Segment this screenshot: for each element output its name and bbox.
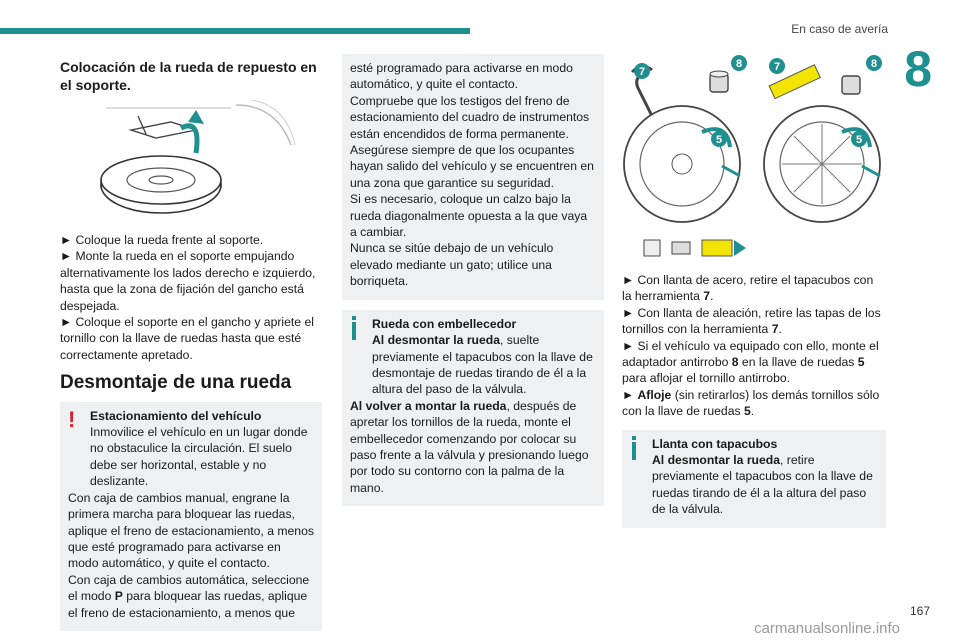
info-2-bold: Al desmontar la rueda (652, 453, 781, 468)
col3-step-4 (622, 387, 886, 420)
continued-line-4: Si es necesario, coloque un calzo bajo la rueda diagonalmente opuesta a la que vaya a cambiar. (350, 192, 588, 240)
label-arrow-5-left: 5 (715, 134, 723, 146)
warning-box-continued (342, 54, 604, 300)
chapter-number: 8 (904, 41, 932, 97)
section-heading-wheel-removal: Desmontaje de una rueda (60, 372, 292, 394)
col3-step-2 (622, 305, 886, 338)
info-title-2: Llanta con tapacubos (652, 436, 778, 451)
info-p2-rest: , después de apretar los tornillos de la rueda, monte el embellecedor comenzando por colocar su paso frente a la válvula y presionando luego por todo su contorno con la palma de la mano. (350, 398, 589, 495)
col3-step-3 (622, 338, 886, 387)
warning-line-3b: para bloquear las ruedas, aplique el freno de estacionamiento, a menos que (68, 589, 308, 620)
info-p1-bold: Al desmontar la rueda (372, 333, 501, 348)
col3-step-3-post: para aflojar el tornillo antirrobo. (622, 371, 791, 386)
warning-mode-p: P (114, 589, 123, 604)
col3-step-4-text: ► (622, 387, 638, 402)
wheel-tools-illustration (622, 54, 886, 264)
info-icon (352, 322, 356, 340)
step-1: ► Coloque la rueda frente al soporte. (60, 233, 264, 247)
column-1 (60, 58, 322, 631)
col3-step-2-num: 7 (771, 322, 779, 337)
warning-title: Estacionamiento del vehículo (90, 408, 262, 423)
info-box-hubcap (342, 310, 604, 506)
step-2: ► Monte la rueda en el soporte empujando alternativamente los lados derecho e izquierdo, hasta que la zona de fijación del gancho está despejada. (60, 249, 316, 313)
info-box-rim-hubcap (622, 430, 886, 528)
col3-step-3-text: ► Si el vehículo va equipado con ello, monte el adaptador antirrobo (622, 338, 879, 370)
col3-step-1-text: ► Con llanta de acero, retire el tapacubos con la herramienta (622, 273, 874, 304)
label-tool-8-left: 8 (735, 58, 743, 70)
col3-step-3-num1: 8 (731, 355, 739, 370)
column-3 (622, 54, 886, 528)
header-accent-bar (0, 28, 470, 34)
col3-step-4-mid: (sin retirarlos) los demás tornillos sólo con la llave de ruedas (622, 387, 880, 419)
warning-line-3a: Con caja de cambios automática, seleccione el modo (68, 572, 310, 604)
info-icon-2 (632, 442, 636, 460)
step-3: ► Coloque el soporte en el gancho y apriete el tornillo con la llave de ruedas hasta que esté correctamente apretado. (60, 315, 314, 362)
col3-step-1-num: 7 (703, 289, 711, 304)
spare-wheel-illustration (86, 100, 296, 220)
continued-line-1: esté programado para activarse en modo automático, y quite el contacto. (350, 61, 573, 92)
column-2 (342, 54, 604, 506)
label-tool-7-right: 7 (773, 61, 781, 73)
watermark: carmanualsonline.info (754, 620, 900, 637)
info-p1-rest: , suelte previamente el tapacubos con la llave de desmontaje de ruedas tirando de él a la altura del paso de la válvula. (372, 333, 593, 397)
col3-step-2-post: . (778, 322, 782, 337)
warning-line-1: Inmovilice el vehículo en un lugar donde no obstaculice la circulación. El suelo debe ser horizontal, estable y no deslizante. (90, 425, 308, 489)
label-tool-7: 7 (638, 66, 646, 78)
col3-step-2-text: ► Con llanta de aleación, retire las tapas de los tornillos con la herramienta (622, 305, 881, 337)
continued-line-3: Asegúrese siempre de que los ocupantes hayan salido del vehículo y se encuentren en una zona que garantice su seguridad. (350, 143, 594, 190)
col3-step-3-num2: 5 (857, 355, 865, 370)
continued-line-2: Compruebe que los testigos del freno de estacionamiento del cuadro de instrumentos están encendidos de forma permanente. (350, 93, 590, 141)
page-number: 167 (909, 604, 930, 618)
label-tool-8-right: 8 (870, 58, 878, 70)
col3-step-3-mid: en la llave de ruedas (738, 355, 858, 370)
info-icon-dot (352, 316, 356, 320)
col3-step-1-post: . (710, 289, 714, 304)
col3-step-4-bold: Afloje (637, 387, 672, 402)
info-icon-dot-2 (632, 436, 636, 440)
section-title: En caso de avería (791, 22, 888, 36)
warning-icon: ! (68, 406, 76, 432)
continued-line-5: Nunca se sitúe debajo de un vehículo elevado mediante un gato; utilice una borriqueta. (350, 241, 554, 289)
info-2-rest: , retire previamente el tapacubos con la llave de ruedas tirando de él a la altura del paso de la válvula. (652, 453, 873, 517)
info-p2-bold: Al volver a montar la rueda (350, 398, 507, 413)
col3-step-4-num: 5 (743, 404, 751, 419)
col3-step-4-post: . (750, 404, 755, 419)
spare-wheel-heading: Colocación de la rueda de repuesto en el soporte. (60, 59, 317, 93)
info-title: Rueda con embellecedor (372, 316, 517, 331)
label-arrow-5-right: 5 (855, 134, 863, 146)
warning-line-2: Con caja de cambios manual, engrane la primera marcha para bloquear las ruedas, aplique el freno de estacionamiento, a menos que esté programado para activarse en modo automático, y quite el contacto. (68, 490, 314, 571)
warning-box-parking (60, 402, 322, 631)
col3-step-1 (622, 272, 886, 305)
